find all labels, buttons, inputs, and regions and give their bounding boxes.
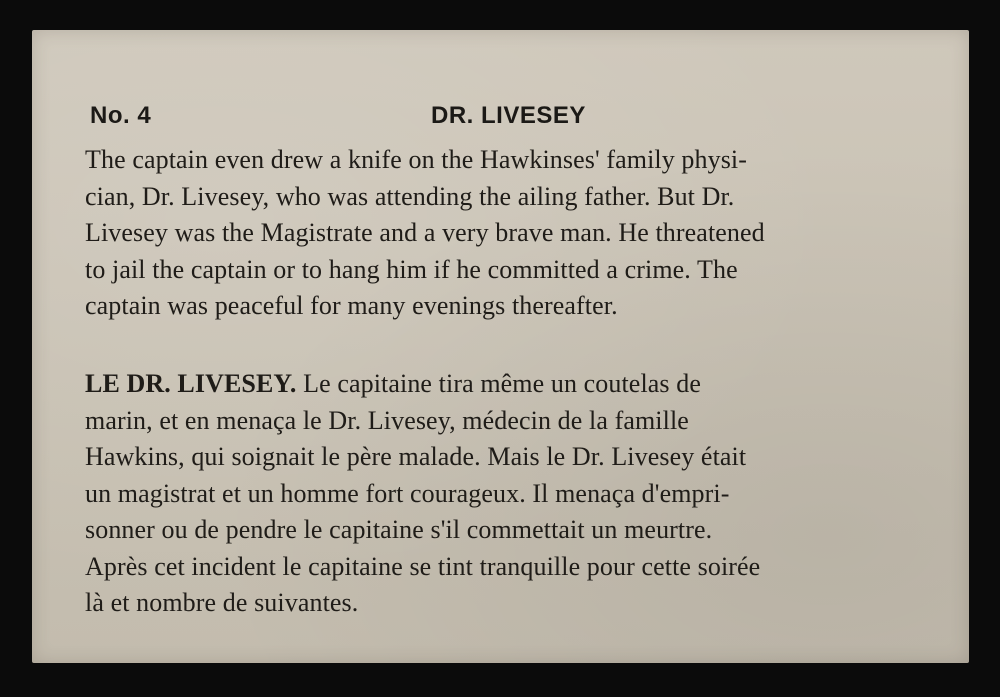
french-line: marin, et en menaça le Dr. Livesey, médecin de la famille [85,405,689,435]
trading-card-back [32,30,969,663]
card-number: No. 4 [90,102,152,129]
english-line: captain was peaceful for many evenings thereafter. [85,291,618,320]
french-first-line [85,366,947,403]
french-first-line-text: Le capitaine tira même un coutelas de [296,369,701,398]
english-paragraph [85,142,947,325]
french-line: Hawkins, qui soignait le père malade. Mais le Dr. Livesey était [85,442,747,471]
english-line: cian, Dr. Livesey, who was attending the ailing father. But Dr. [85,181,735,211]
french-paragraph [85,366,947,622]
english-line: The captain even drew a knife on the Hawkinses' family physi- [85,145,748,174]
english-line: Livesey was the Magistrate and a very brave man. He threatened [85,218,765,247]
card-header [90,102,945,132]
french-line: là et nombre de suivantes. [85,588,359,617]
english-line: to jail the captain or to hang him if he committed a crime. The [85,254,738,284]
french-line: Après cet incident le capitaine se tint tranquille pour cette soirée [85,551,761,581]
french-heading: LE DR. LIVESEY. [85,369,297,398]
french-line: un magistrat et un homme fort courageux. Il menaça d'empri- [85,478,730,508]
card-title: DR. LIVESEY [431,102,586,129]
french-line: sonner ou de pendre le capitaine s'il commettait un meurtre. [85,515,713,544]
